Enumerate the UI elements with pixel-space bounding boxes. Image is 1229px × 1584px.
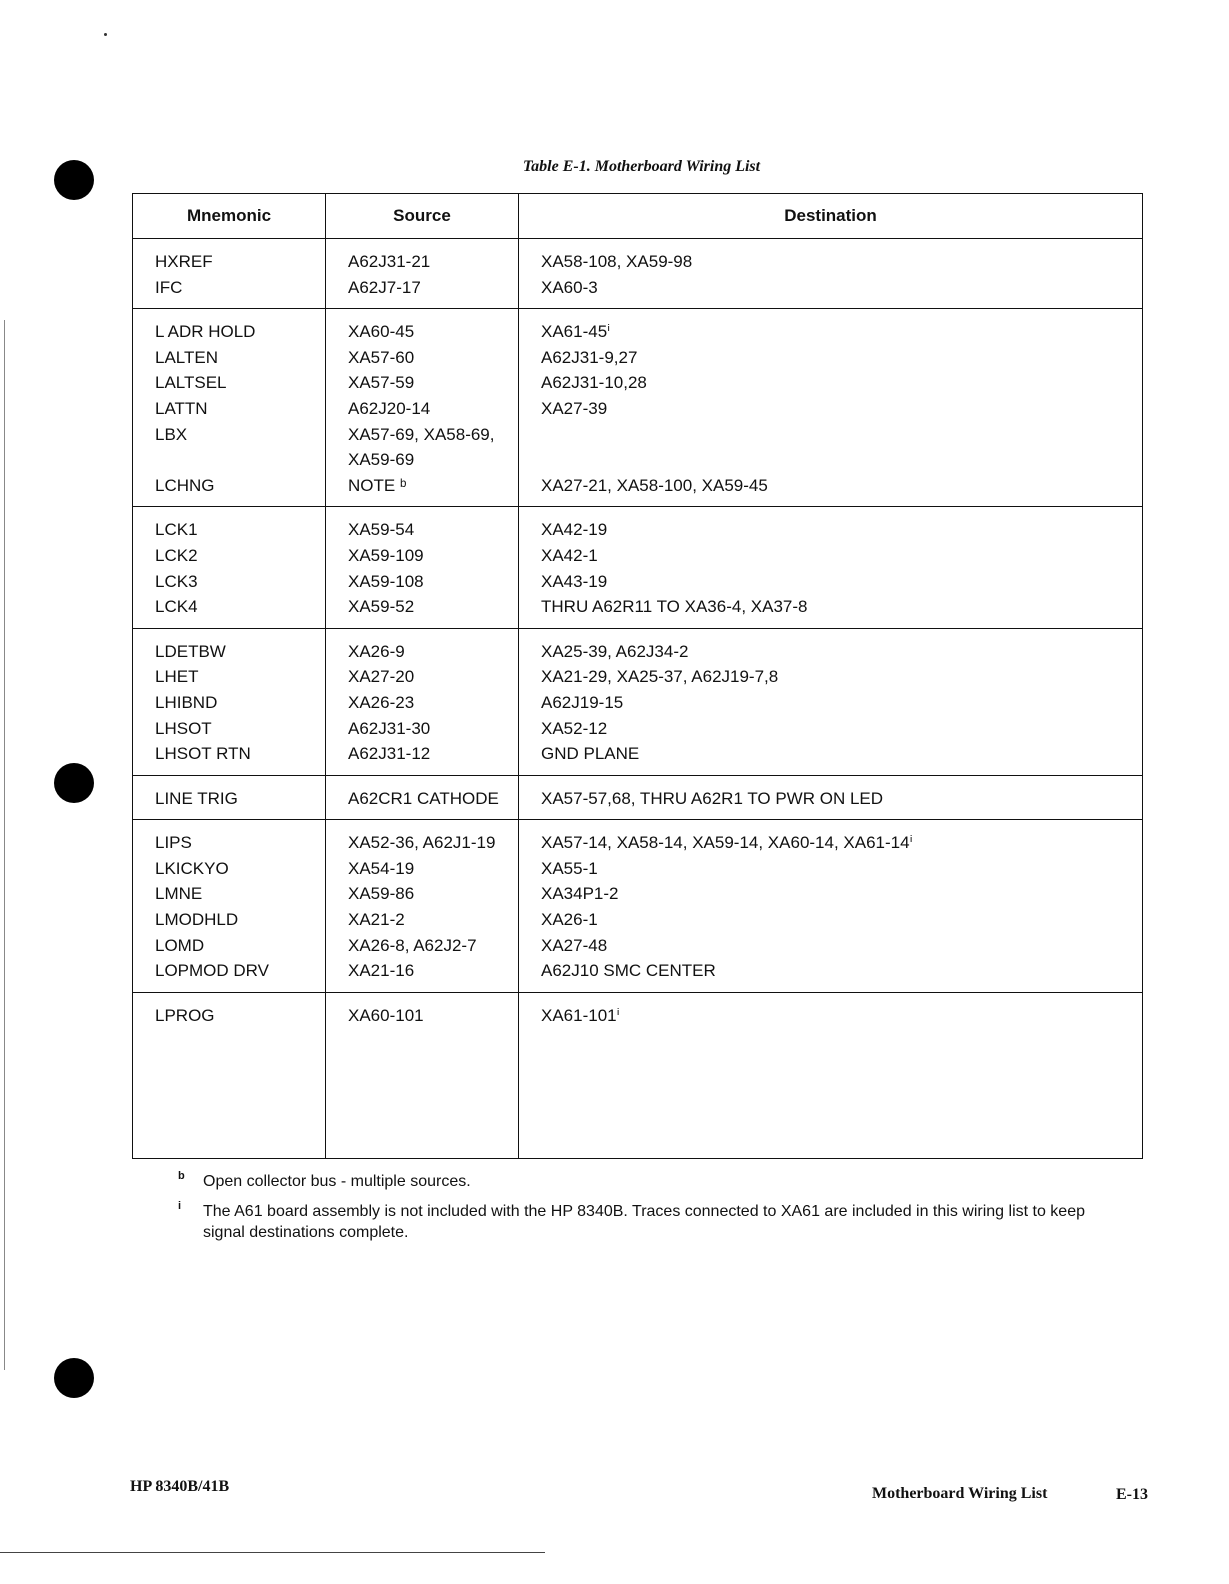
mnemonic-entry: LCK4 (155, 597, 198, 617)
mnemonic-entry: LCK3 (155, 571, 198, 591)
cell-mnemonic (133, 309, 326, 507)
mnemonic-entry: HXREF (155, 252, 213, 271)
cell-mnemonic (133, 992, 326, 1159)
cell-destination (519, 775, 1143, 820)
destination-entry: GND PLANE (541, 744, 640, 764)
destination-entry: XA42-19 (541, 520, 608, 540)
cell-mnemonic (133, 775, 326, 820)
header-source: Source (326, 194, 519, 239)
source-entry: XA59-52 (348, 597, 415, 617)
cell-destination (519, 628, 1143, 775)
destination-entry: A62J19-15 (541, 692, 624, 712)
row-spacer (541, 1028, 1130, 1150)
table-row (133, 309, 1143, 507)
mnemonic-entry: LCK1 (155, 520, 198, 540)
source-entry: A62J31-30 (348, 718, 431, 738)
cell-source (326, 775, 519, 820)
destination-entry: XA34P1-2 (541, 884, 619, 904)
source-entry: XA57-60 (348, 347, 415, 367)
source-entry: XA21-16 (348, 961, 415, 981)
cell-destination (519, 820, 1143, 993)
table-row (133, 628, 1143, 775)
header-row (133, 194, 1143, 239)
table-row (133, 507, 1143, 628)
table-row (133, 775, 1143, 820)
destination-entry: XA57-14, XA58-14, XA59-14, XA60-14, XA61-14ⁱ (541, 833, 913, 853)
note-i-text: The A61 board assembly is not included with the HP 8340B. Traces connected to XA61 are included in this wiring list to keep (203, 1203, 1085, 1220)
mnemonic-entry: LOPMOD DRV (155, 961, 269, 981)
source-entry: A62J20-14 (348, 398, 431, 418)
table-row (133, 820, 1143, 993)
row-spacer (348, 1028, 506, 1150)
mnemonic-entry: LHIBND (155, 692, 218, 712)
header-destination: Destination (519, 194, 1143, 239)
source-entry: XA54-19 (348, 858, 415, 878)
source-entry: XA59-54 (348, 520, 415, 540)
destination-entry: XA60-3 (541, 277, 598, 297)
cell-mnemonic (133, 628, 326, 775)
mnemonic-entry: LINE TRIG (155, 788, 238, 808)
source-entry: XA60-45 (348, 322, 415, 342)
cell-mnemonic (133, 239, 326, 309)
note-b-text: Open collector bus - multiple sources. (203, 1173, 471, 1190)
destination-entry: A62J10 SMC CENTER (541, 961, 716, 981)
destination-entry: XA43-19 (541, 571, 608, 591)
bottom-rule (0, 1552, 545, 1553)
mnemonic-entry: LCK2 (155, 545, 198, 565)
footer-page-number: E-13 (1116, 1486, 1148, 1503)
wiring-table (132, 193, 1143, 1159)
destination-entry: XA57-57,68, THRU A62R1 TO PWR ON LED (541, 788, 884, 808)
mnemonic-entry: LOMD (155, 935, 205, 955)
punch-hole-bottom (54, 1358, 94, 1398)
cell-destination (519, 507, 1143, 628)
scan-speck (104, 33, 107, 36)
source-entry: XA52-36, A62J1-19 (348, 833, 496, 853)
mnemonic-entry: LBX (155, 424, 188, 444)
table-row (133, 992, 1143, 1159)
destination-entry: XA55-1 (541, 858, 598, 878)
cell-mnemonic (133, 820, 326, 993)
source-entry: XA21-2 (348, 910, 405, 930)
mnemonic-entry: L ADR HOLD (155, 322, 256, 342)
cell-source (326, 820, 519, 993)
mnemonic-entry (155, 447, 313, 473)
note-i-text-continued: signal destinations complete. (203, 1224, 409, 1241)
destination-entry: XA58-108, XA59-98 (541, 252, 693, 271)
source-entry: XA27-20 (348, 667, 415, 687)
mnemonic-entry: LHSOT (155, 718, 212, 738)
cell-destination (519, 992, 1143, 1159)
source-entry: XA26-9 (348, 641, 405, 661)
destination-entry: XA27-39 (541, 398, 608, 418)
footer-model: HP 8340B/41B (130, 1478, 230, 1495)
punch-hole-middle (54, 763, 94, 803)
mnemonic-entry: LDETBW (155, 641, 226, 661)
destination-entry: A62J31-9,27 (541, 347, 638, 367)
source-entry: NOTE ᵇ (348, 475, 407, 495)
table-body (133, 239, 1143, 1159)
mnemonic-entry: LATTN (155, 398, 208, 418)
mnemonic-entry: LHSOT RTN (155, 744, 251, 764)
mnemonic-entry: LMNE (155, 884, 203, 904)
mnemonic-entry: LHET (155, 667, 199, 687)
source-entry: A62CR1 CATHODE (348, 788, 499, 808)
source-entry: XA26-8, A62J2-7 (348, 935, 477, 955)
destination-entry: XA25-39, A62J34-2 (541, 641, 689, 661)
mnemonic-entry: LKICKYO (155, 858, 229, 878)
footer-section-title: Motherboard Wiring List (872, 1485, 1048, 1502)
cell-mnemonic (133, 507, 326, 628)
cell-source (326, 628, 519, 775)
source-entry: A62J31-21 (348, 252, 431, 271)
destination-entry: XA61-101ⁱ (541, 1005, 620, 1025)
cell-source (326, 992, 519, 1159)
destination-entry: XA52-12 (541, 718, 608, 738)
source-entry: XA59-109 (348, 545, 424, 565)
destination-entry: XA42-1 (541, 545, 598, 565)
destination-entry: XA21-29, XA25-37, A62J19-7,8 (541, 667, 779, 687)
mnemonic-entry: LIPS (155, 833, 192, 853)
mnemonic-entry: LALTSEL (155, 373, 227, 393)
destination-entry: XA26-1 (541, 910, 598, 930)
source-entry: XA57-69, XA58-69, (348, 424, 495, 444)
destination-entry (541, 422, 1130, 448)
source-entry: XA59-86 (348, 884, 415, 904)
cell-source (326, 309, 519, 507)
mnemonic-entry: LALTEN (155, 347, 218, 367)
mnemonic-entry: LCHNG (155, 475, 215, 495)
cell-destination (519, 239, 1143, 309)
header-mnemonic: Mnemonic (133, 194, 326, 239)
scan-edge-line (4, 320, 5, 1370)
mnemonic-entry: IFC (155, 277, 183, 297)
destination-entry: XA27-48 (541, 935, 608, 955)
note-i-mark: i (178, 1200, 182, 1212)
source-entry: XA59-108 (348, 571, 424, 591)
destination-entry: XA27-21, XA58-100, XA59-45 (541, 475, 768, 495)
cell-source (326, 507, 519, 628)
source-entry: XA26-23 (348, 692, 415, 712)
row-spacer (155, 1028, 313, 1150)
cell-source (326, 239, 519, 309)
destination-entry: A62J31-10,28 (541, 373, 647, 393)
cell-destination (519, 309, 1143, 507)
source-entry: A62J31-12 (348, 744, 431, 764)
source-entry: A62J7-17 (348, 277, 421, 297)
mnemonic-entry: LMODHLD (155, 910, 239, 930)
table-row (133, 239, 1143, 309)
source-entry: XA57-59 (348, 373, 415, 393)
destination-entry (541, 447, 1130, 473)
destination-entry: THRU A62R11 TO XA36-4, XA37-8 (541, 597, 808, 617)
source-entry: XA60-101 (348, 1005, 424, 1025)
mnemonic-entry: LPROG (155, 1005, 215, 1025)
note-b-mark: b (178, 1170, 185, 1182)
destination-entry: XA61-45ⁱ (541, 322, 611, 342)
source-entry: XA59-69 (348, 450, 415, 470)
table-caption: Table E-1. Motherboard Wiring List (522, 158, 761, 175)
